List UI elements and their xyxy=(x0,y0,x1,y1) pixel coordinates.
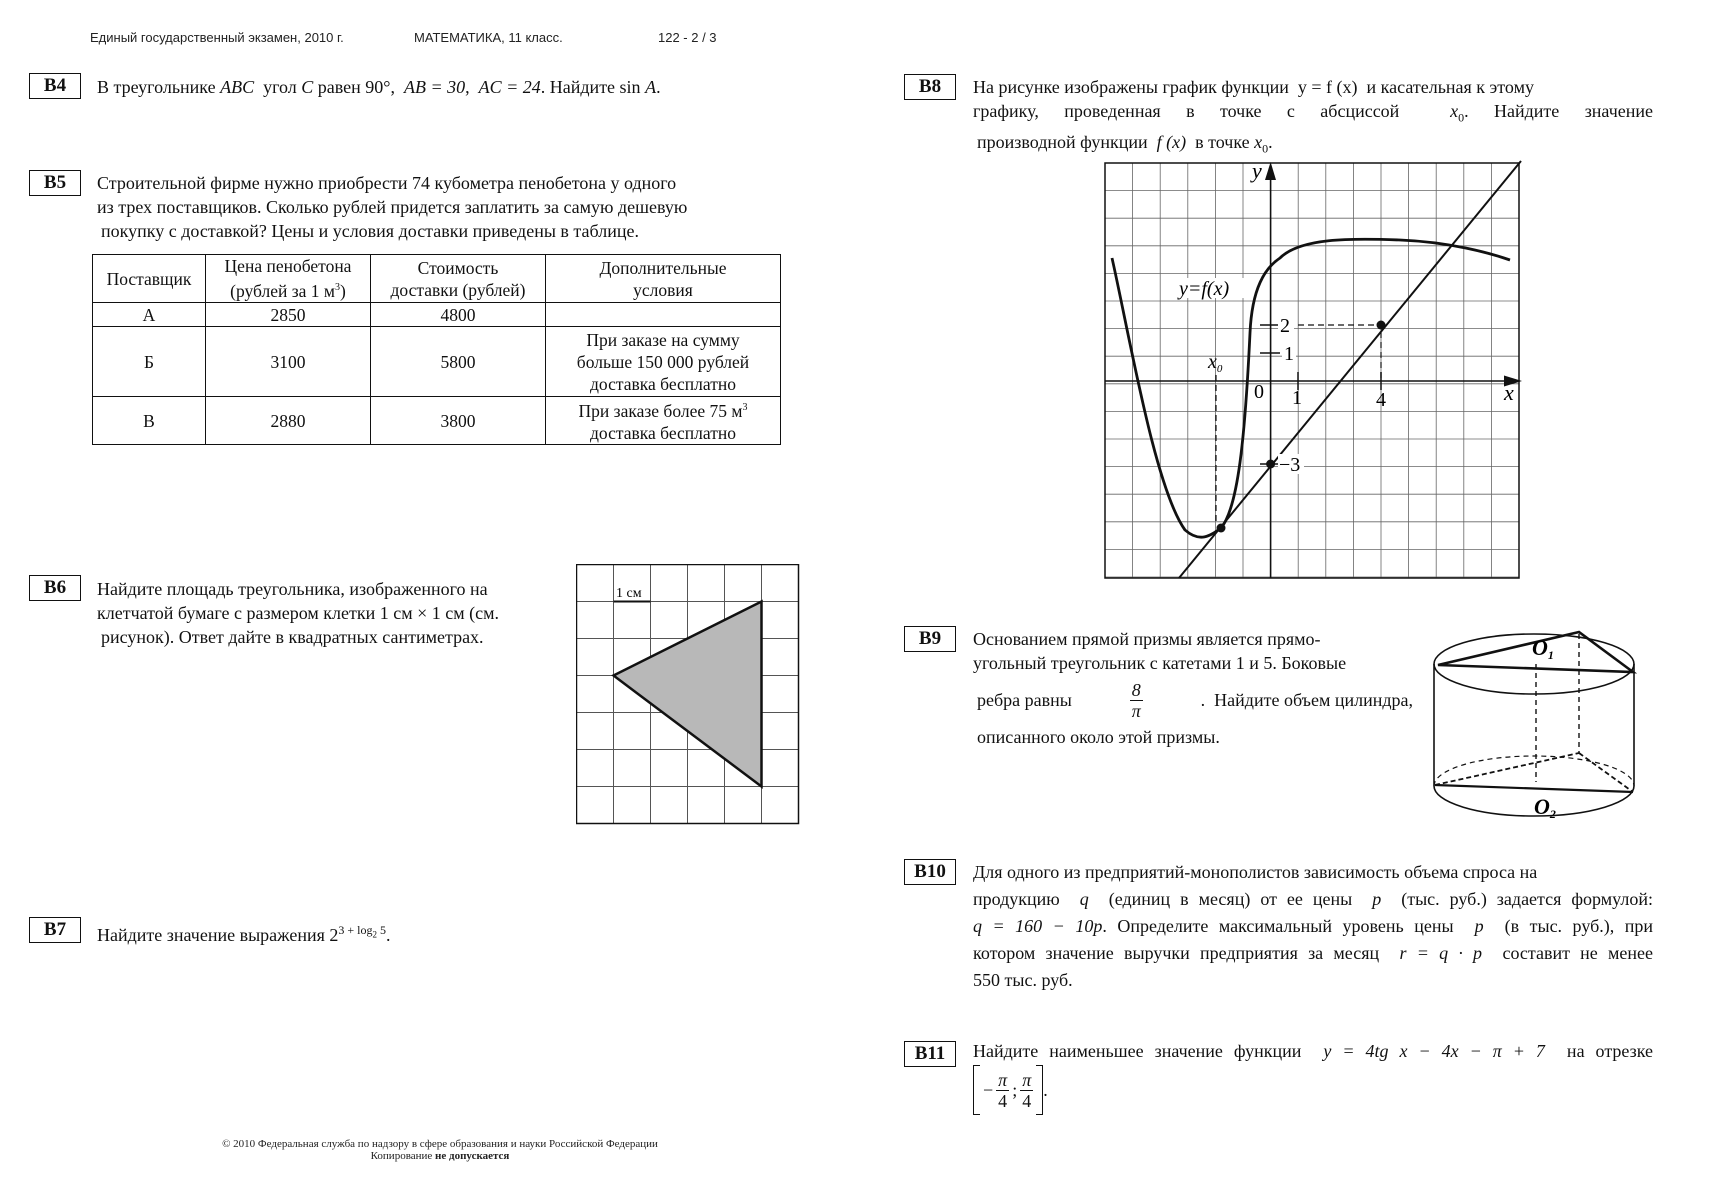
cell-price: 2850 xyxy=(206,303,371,327)
interval: − $\frac{\pi}{4}$ ; $\frac{\pi}{4}$ . xyxy=(973,1065,1653,1115)
cell-supplier: Б xyxy=(93,327,206,397)
tangent-point xyxy=(1217,524,1226,533)
cylinder-prism-figure xyxy=(1428,620,1640,836)
task-b9-text: Основанием прямой призмы является прямо- угольный треугольник с катетами 1 и 5. Боковые ребра равны $\frac{8}{\pi}$ . Найдите объем цилиндра, описанного около этой призмы. xyxy=(973,629,1413,747)
task-b11-text: Найдите наименьшее значение функции y = 4tg x − 4x − π + 7 на отрезке − $\frac{\pi}{4}$ ; $\frac{\pi}{4}$ . xyxy=(973,1039,1653,1115)
tick-label-ym3: −3 xyxy=(1279,454,1301,476)
tick-label-y2: 2 xyxy=(1280,315,1290,337)
task-label-b6: B6 xyxy=(29,575,81,601)
function-graph xyxy=(1100,158,1525,582)
col-supplier: Поставщик xyxy=(93,255,206,303)
cell-price: 2880 xyxy=(206,397,371,445)
task-b8-text: На рисунке изображены график функции y = f (x) и касательная к этому графику, проведенная в точке с абсциссой $x_0$. Найдите значение производной функции f (x) в точке $x_0$. xyxy=(973,77,1653,156)
grid-triangle-figure xyxy=(576,564,800,826)
col-price: Цена пенобетона (рублей за 1 $м^3$) xyxy=(206,255,371,303)
task-label-b8: B8 xyxy=(904,74,956,100)
table-row xyxy=(93,327,781,397)
col-delivery: Стоимость доставки (рублей) xyxy=(371,255,546,303)
table-header-row xyxy=(93,255,781,303)
page-number: 122 - 2 / 3 xyxy=(658,30,717,45)
cell-delivery: 3800 xyxy=(371,397,546,445)
o1-label: O1 xyxy=(1532,635,1554,662)
exam-title: Единый государственный экзамен, 2010 г. xyxy=(90,30,344,45)
point-4-2 xyxy=(1377,321,1386,330)
tangent-line xyxy=(1179,161,1521,578)
x0-label: $x_0$ xyxy=(1208,351,1223,375)
cell-delivery: 4800 xyxy=(371,303,546,327)
task-b4-text: В треугольнике ABC угол C равен 90°, AB = 30, AC = 24. Найдите sin A. xyxy=(97,77,661,97)
table-row xyxy=(93,397,781,445)
table-row xyxy=(93,303,781,327)
task-label-b7: B7 xyxy=(29,917,81,943)
cell-conditions: При заказе на сумму больше 150 000 рублей доставка бесплатно xyxy=(546,327,781,397)
task-label-b4: B4 xyxy=(29,73,81,99)
supplier-table xyxy=(92,254,781,445)
function-label: y=f(x) xyxy=(1179,278,1230,300)
task-label-b11: B11 xyxy=(904,1041,956,1067)
cell-conditions: При заказе более 75 $м^3$ доставка бесплатно xyxy=(546,397,781,445)
tick-label-x4: 4 xyxy=(1376,389,1386,411)
task-b6-text: Найдите площадь треугольника, изображенного на клетчатой бумаге с размером клетки 1 см × 1 см (см. рисунок). Ответ дайте в квадратных сантиметрах. xyxy=(97,579,500,647)
cell-conditions xyxy=(546,303,781,327)
task-b7-text: Найдите значение выражения $2^{3 + log_2 5}$. xyxy=(97,923,391,945)
cell-supplier: В xyxy=(93,397,206,445)
o2-label: O2 xyxy=(1534,794,1556,821)
y-axis-label: y xyxy=(1252,158,1262,183)
cell-delivery: 5800 xyxy=(371,327,546,397)
cell-supplier: А xyxy=(93,303,206,327)
scale-label: 1 см xyxy=(616,586,642,601)
col-conditions: Дополнительные условия xyxy=(546,255,781,303)
task-label-b9: B9 xyxy=(904,626,956,652)
tick-label-x1: 1 xyxy=(1292,387,1302,409)
function-curve xyxy=(1112,239,1510,537)
subject-title: МАТЕМАТИКА, 11 класс. xyxy=(414,30,563,45)
footer: © 2010 Федеральная служба по надзору в сфере образования и науки Российской Федерации Копирование не допускается xyxy=(222,1138,658,1162)
task-label-b10: B10 xyxy=(904,859,956,885)
cell-price: 3100 xyxy=(206,327,371,397)
origin-label: 0 xyxy=(1254,381,1264,403)
task-b10-text: Для одного из предприятий-монополистов зависимость объема спроса на продукцию q (единиц в месяц) от ее цены p (тыс. руб.) задается формулой: q = 160 − 10p. Определите максимальный уровень цены p (в тыс. руб.), при котором значение выручки предприятия за месяц r = q · p составит не менее 550 тыс. руб. xyxy=(973,862,1654,990)
task-b5-text: Строительной фирме нужно приобрести 74 кубометра пенобетона у одного из трех поставщиков. Сколько рублей придется заплатить за самую дешевую покупку с доставкой? Цены и условия доставки приведены в таблице. xyxy=(97,173,688,241)
task-label-b5: B5 xyxy=(29,170,81,196)
tick-label-y1: 1 xyxy=(1284,343,1294,365)
x-axis-label: x xyxy=(1504,380,1514,405)
